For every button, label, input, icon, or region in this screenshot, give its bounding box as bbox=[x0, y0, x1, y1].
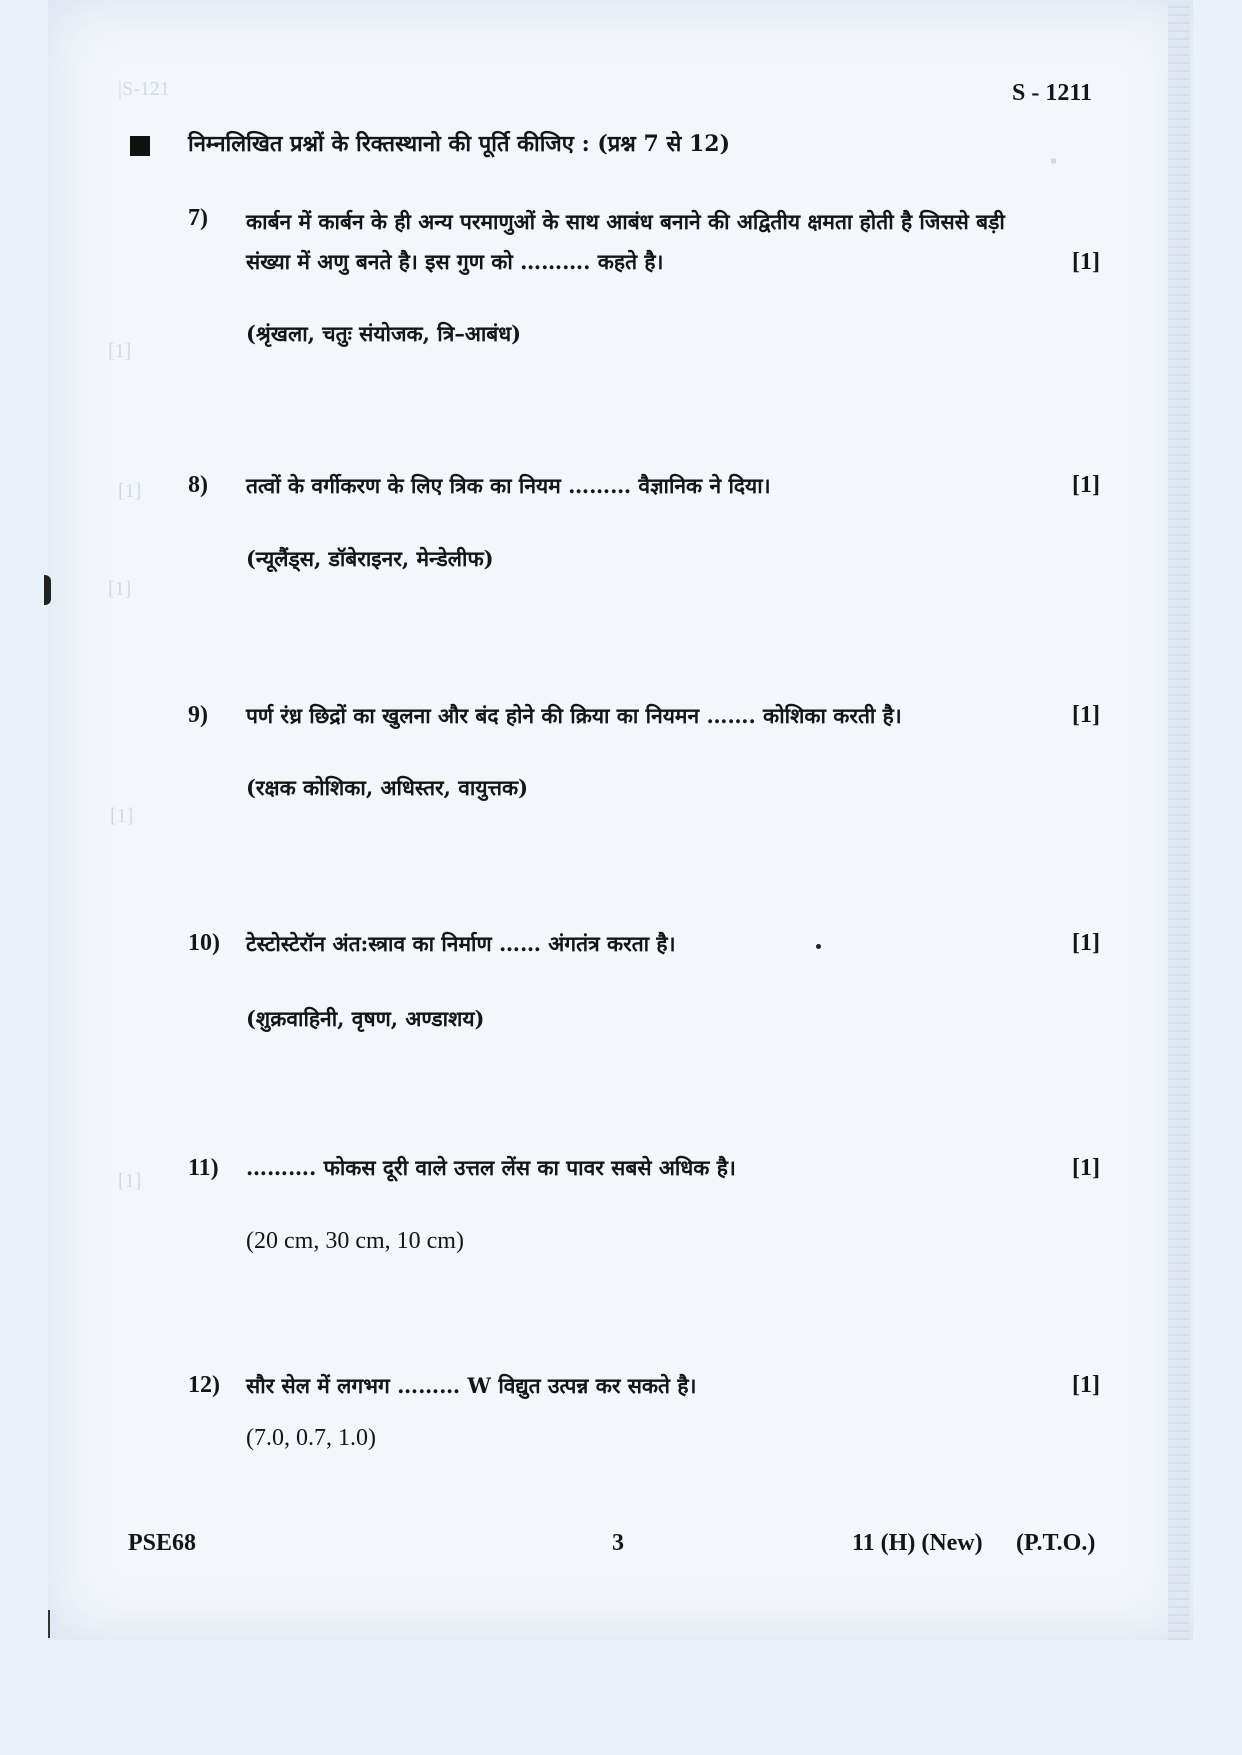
question-options: (श्रृंखला, चतुः संयोजक, त्रि–आबंध) bbox=[246, 321, 522, 346]
paper-code: S - 1211 bbox=[1012, 80, 1093, 106]
question-options: (न्यूलैंड्स, डॉबेराइनर, मेन्डेलीफ) bbox=[246, 546, 494, 571]
stray-dot bbox=[816, 944, 821, 949]
question-marks: [1] bbox=[1072, 1155, 1100, 1181]
question-number: 9) bbox=[188, 702, 208, 728]
question-marks: [1] bbox=[1072, 702, 1100, 728]
question-text: पर्ण रंध्र छिद्रों का खुलना और बंद होने की क्रिया का नियमन ……. कोशिका करती है। bbox=[246, 703, 902, 728]
question-text: टेस्टोस्टेरॉन अंत:स्त्राव का निर्माण …… अंगतंत्र करता है। bbox=[246, 931, 676, 956]
bleed-through-mark: [1] bbox=[110, 805, 134, 827]
question-number: 11) bbox=[188, 1155, 219, 1181]
question-marks: [1] bbox=[1072, 930, 1100, 956]
question-marks: [1] bbox=[1072, 249, 1100, 275]
question-text: ………. फोकस दूरी वाले उत्तल लेंस का पावर सबसे अधिक है। bbox=[246, 1155, 736, 1180]
page-number: 3 bbox=[612, 1530, 624, 1556]
bleed-through-mark: [1] bbox=[108, 340, 132, 362]
question-options: (शुक्रवाहिनी, वृषण, अण्डाशय) bbox=[246, 1006, 485, 1031]
bleed-through-mark: |S-121 bbox=[118, 78, 170, 100]
footer-pto: (P.T.O.) bbox=[1016, 1530, 1096, 1556]
question-options: (रक्षक कोशिका, अधिस्तर, वायुत्तक) bbox=[246, 775, 529, 800]
question-marks: [1] bbox=[1072, 1372, 1100, 1398]
footer-paper-code: PSE68 bbox=[128, 1530, 197, 1556]
question-marks: [1] bbox=[1072, 472, 1100, 498]
section-instruction: निम्नलिखित प्रश्नों के रिक्तस्थानो की पूर्ति कीजिए : (प्रश्न 7 से 12) bbox=[188, 131, 731, 157]
bleed-through-mark: [1] bbox=[108, 578, 132, 600]
question-text: कार्बन में कार्बन के ही अन्य परमाणुओं के साथ आबंध बनाने की अद्वितीय क्षमता होती है जिससे बड़ी bbox=[246, 209, 1005, 234]
question-number: 12) bbox=[188, 1372, 220, 1398]
question-options: (20 cm, 30 cm, 10 cm) bbox=[246, 1228, 464, 1254]
question-number: 10) bbox=[188, 930, 220, 956]
footer-subject-code: 11 (H) (New) bbox=[852, 1530, 983, 1556]
bullet-square-icon bbox=[130, 136, 150, 156]
binding-mark bbox=[44, 575, 51, 605]
question-text: तत्वों के वर्गीकरण के लिए त्रिक का नियम ……… वैज्ञानिक ने दिया। bbox=[246, 473, 771, 498]
question-number: 7) bbox=[188, 205, 208, 231]
question-options: (7.0, 0.7, 1.0) bbox=[246, 1425, 376, 1451]
bleed-through-mark: [1] bbox=[118, 480, 142, 502]
question-text: संख्या में अणु बनते है। इस गुण को ………. कहते है। bbox=[246, 249, 664, 274]
bleed-through-mark: ▪ bbox=[1050, 150, 1058, 172]
question-number: 8) bbox=[188, 472, 208, 498]
page-edge-texture bbox=[1168, 0, 1190, 1640]
question-text: सौर सेल में लगभग ……… W विद्युत उत्पन्न कर सकते है। bbox=[246, 1373, 697, 1398]
binding-line bbox=[48, 1610, 50, 1638]
bleed-through-mark: [1] bbox=[118, 1170, 142, 1192]
